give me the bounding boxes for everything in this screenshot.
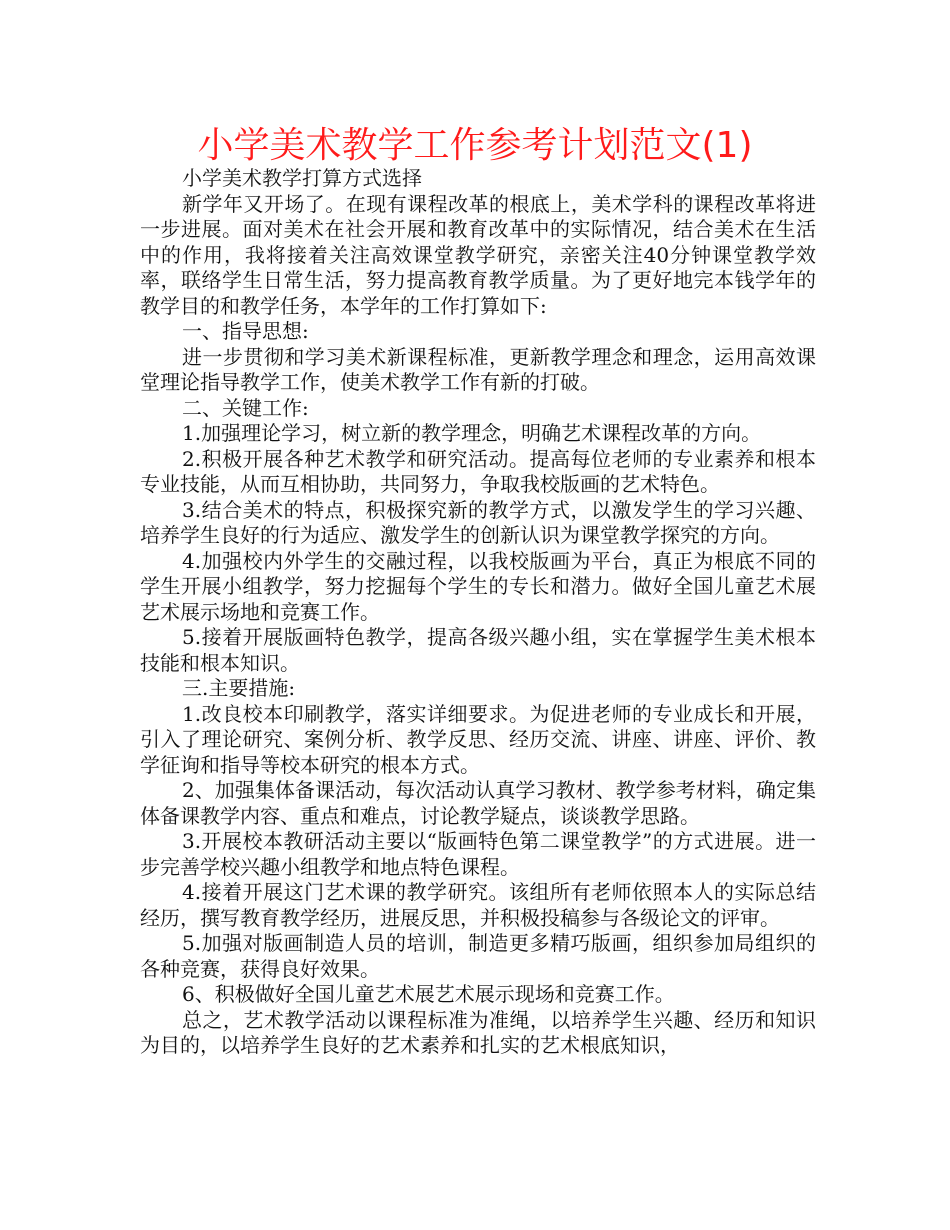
paragraph-intro: 新学年又开场了。在现有课程改革的根底上，美术学科的课程改革将进一步进展。面对美术在社会开展和教育改革中的实际情况，结合美术在生活中的作用，我将接着关注高效课堂教学研究，亲密关注40分钟课堂教学效率，联络学生日常生活，努力提高教育教学质量。为了更好地完本钱学年的教学目的和教学任务，本学年的工作打算如下: bbox=[140, 191, 816, 318]
list-item: 4.加强校内外学生的交融过程，以我校版画为平台，真正为根底不同的学生开展小组教学，努力挖掘每个学生的专长和潜力。做好全国儿童艺术展艺术展示场地和竞赛工作。 bbox=[140, 548, 816, 624]
paragraph-conclusion: 总之，艺术教学活动以课程标准为准绳，以培养学生兴趣、经历和知识为目的，以培养学生良好的艺术素养和扎实的艺术根底知识， bbox=[140, 1007, 816, 1057]
list-item: 5.加强对版画制造人员的培训，制造更多精巧版画，组织参加局组织的各种竞赛，获得良好效果。 bbox=[140, 931, 816, 981]
list-item: 2、加强集体备课活动，每次活动认真学习教材、教学参考材料，确定集体备课教学内容、重点和难点，讨论教学疑点，谈谈教学思路。 bbox=[140, 778, 816, 828]
section-heading-key-work: 二、关键工作: bbox=[182, 395, 309, 420]
list-item: 5.接着开展版画特色教学，提高各级兴趣小组，实在掌握学生美术根本技能和根本知识。 bbox=[140, 625, 816, 675]
document-title: 小学美术教学工作参考计划范文(1) bbox=[197, 125, 753, 166]
list-item: 4.接着开展这门艺术课的教学研究。该组所有老师依照本人的实际总结经历，撰写教育教学经历，进展反思，并积极投稿参与各级论文的评审。 bbox=[140, 880, 816, 930]
list-item: 3.开展校本教研活动主要以“版画特色第二课堂教学”的方式进展。进一步完善学校兴趣小组教学和地点特色课程。 bbox=[140, 829, 816, 879]
list-item: 3.结合美术的特点，积极探究新的教学方式，以激发学生的学习兴趣、培养学生良好的行为适应、激发学生的创新认识为课堂教学探究的方向。 bbox=[140, 497, 816, 547]
list-item: 2.积极开展各种艺术教学和研究活动。提高每位老师的专业素养和根本专业技能，从而互相协助，共同努力，争取我校版画的艺术特色。 bbox=[140, 446, 816, 496]
paragraph-subtitle: 小学美术教学打算方式选择 bbox=[182, 166, 422, 190]
document-body bbox=[140, 166, 816, 1059]
list-item: 1.加强理论学习，树立新的教学理念，明确艺术课程改革的方向。 bbox=[182, 421, 762, 445]
section-heading-guiding-thought: 一、指导思想: bbox=[182, 319, 309, 343]
list-item: 1.改良校本印刷教学，落实详细要求。为促进老师的专业成长和开展，引入了理论研究、案例分析、教学反思、经历交流、讲座、讲座、评价、教学征询和指导等校本研究的根本方式。 bbox=[140, 701, 816, 777]
list-item: 6、积极做好全国儿童艺术展艺术展示现场和竞赛工作。 bbox=[182, 982, 675, 1006]
paragraph: 进一步贯彻和学习美术新课程标准，更新教学理念和理念，运用高效课堂理论指导教学工作，使美术教学工作有新的打破。 bbox=[140, 344, 816, 394]
section-heading-main-measures: 三.主要措施: bbox=[182, 676, 296, 700]
